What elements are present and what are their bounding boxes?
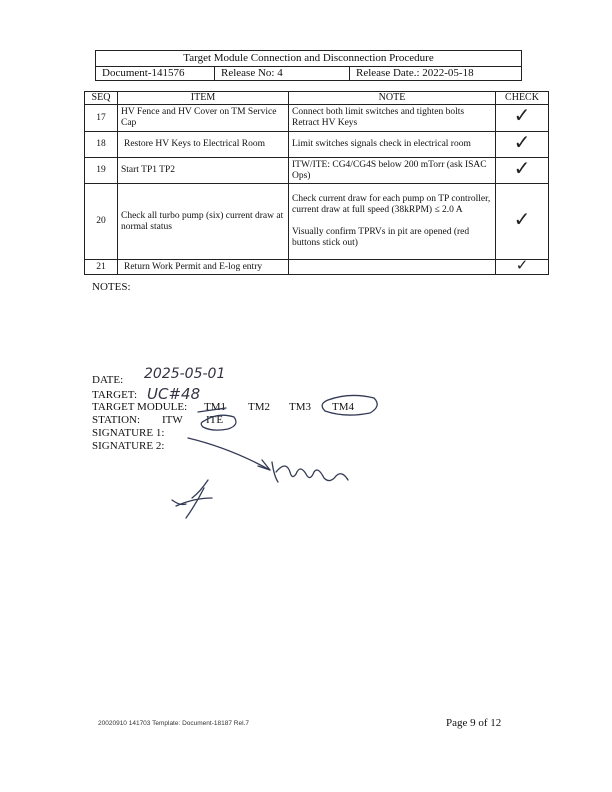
option-ite: ITE [206, 414, 224, 426]
note-cell: Check current draw for each pump on TP controller, current draw at full speed (38kRPM) ≤ 2.0 A Visually confirm TPRVs in pit are opened (red buttons stick out) [289, 184, 496, 260]
checkmark-icon: ✓ [515, 256, 529, 274]
note-cell: Limit switches signals check in electrical room [289, 132, 496, 158]
station-label: STATION: [92, 414, 141, 426]
checkmark-icon: ✓ [513, 206, 531, 231]
signature-one [272, 462, 348, 482]
footer-template-id: 20020910 141703 Template: Document-18187 Rel.7 [98, 720, 249, 727]
column-header-seq: SEQ [85, 92, 118, 105]
option-tm3: TM3 [289, 401, 311, 413]
handwritten-target: UC#48 [147, 385, 201, 403]
arrow-icon [188, 438, 270, 470]
seq-cell: 17 [85, 105, 118, 132]
item-cell: Check all turbo pump (six) current draw at normal status [118, 184, 289, 260]
target-module-label: TARGET MODULE: [92, 401, 188, 413]
target-label: TARGET: [92, 389, 138, 401]
seq-cell: 18 [85, 132, 118, 158]
note-cell: ITW/ITE: CG4/CG4S below 200 mTorr (ask ISAC Ops) [289, 158, 496, 184]
date-label: DATE: [92, 374, 124, 386]
column-header-item: ITEM [118, 92, 289, 105]
tm4-circle [322, 395, 377, 415]
item-cell: Restore HV Keys to Electrical Room [118, 132, 289, 158]
procedure-title: Target Module Connection and Disconnection Procedure [96, 51, 521, 67]
note-cell: Connect both limit switches and tighten bolts Retract HV Keys [289, 105, 496, 132]
column-header-check: CHECK [496, 92, 549, 105]
ite-circle [201, 415, 236, 430]
document-number: Document-141576 [96, 67, 215, 80]
signature1-label: SIGNATURE 1: [92, 427, 165, 439]
signature2-label: SIGNATURE 2: [92, 440, 165, 452]
tm1-strike [198, 408, 226, 412]
option-tm1: TM1 [204, 401, 226, 413]
handwritten-date: 2025-05-01 [144, 366, 226, 382]
signature-two [172, 480, 212, 518]
checkmark-icon: ✓ [513, 129, 531, 154]
option-tm4: TM4 [332, 401, 354, 413]
option-itw: ITW [162, 414, 183, 426]
notes-label: NOTES: [92, 281, 131, 293]
seq-cell: 19 [85, 158, 118, 184]
checkmark-icon: ✓ [513, 103, 531, 127]
release-number: Release No: 4 [215, 67, 350, 80]
item-cell: Start TP1 TP2 [118, 158, 289, 184]
seq-cell: 21 [85, 260, 118, 275]
option-tm2: TM2 [248, 401, 270, 413]
item-cell: HV Fence and HV Cover on TM Service Cap [118, 105, 289, 132]
item-cell: Return Work Permit and E-log entry [118, 260, 289, 275]
column-header-note: NOTE [289, 92, 496, 105]
checkmark-icon: ✓ [513, 155, 531, 180]
page-number: Page 9 of 12 [446, 717, 502, 729]
seq-cell: 20 [85, 184, 118, 260]
release-date: Release Date.: 2022-05-18 [356, 67, 474, 79]
